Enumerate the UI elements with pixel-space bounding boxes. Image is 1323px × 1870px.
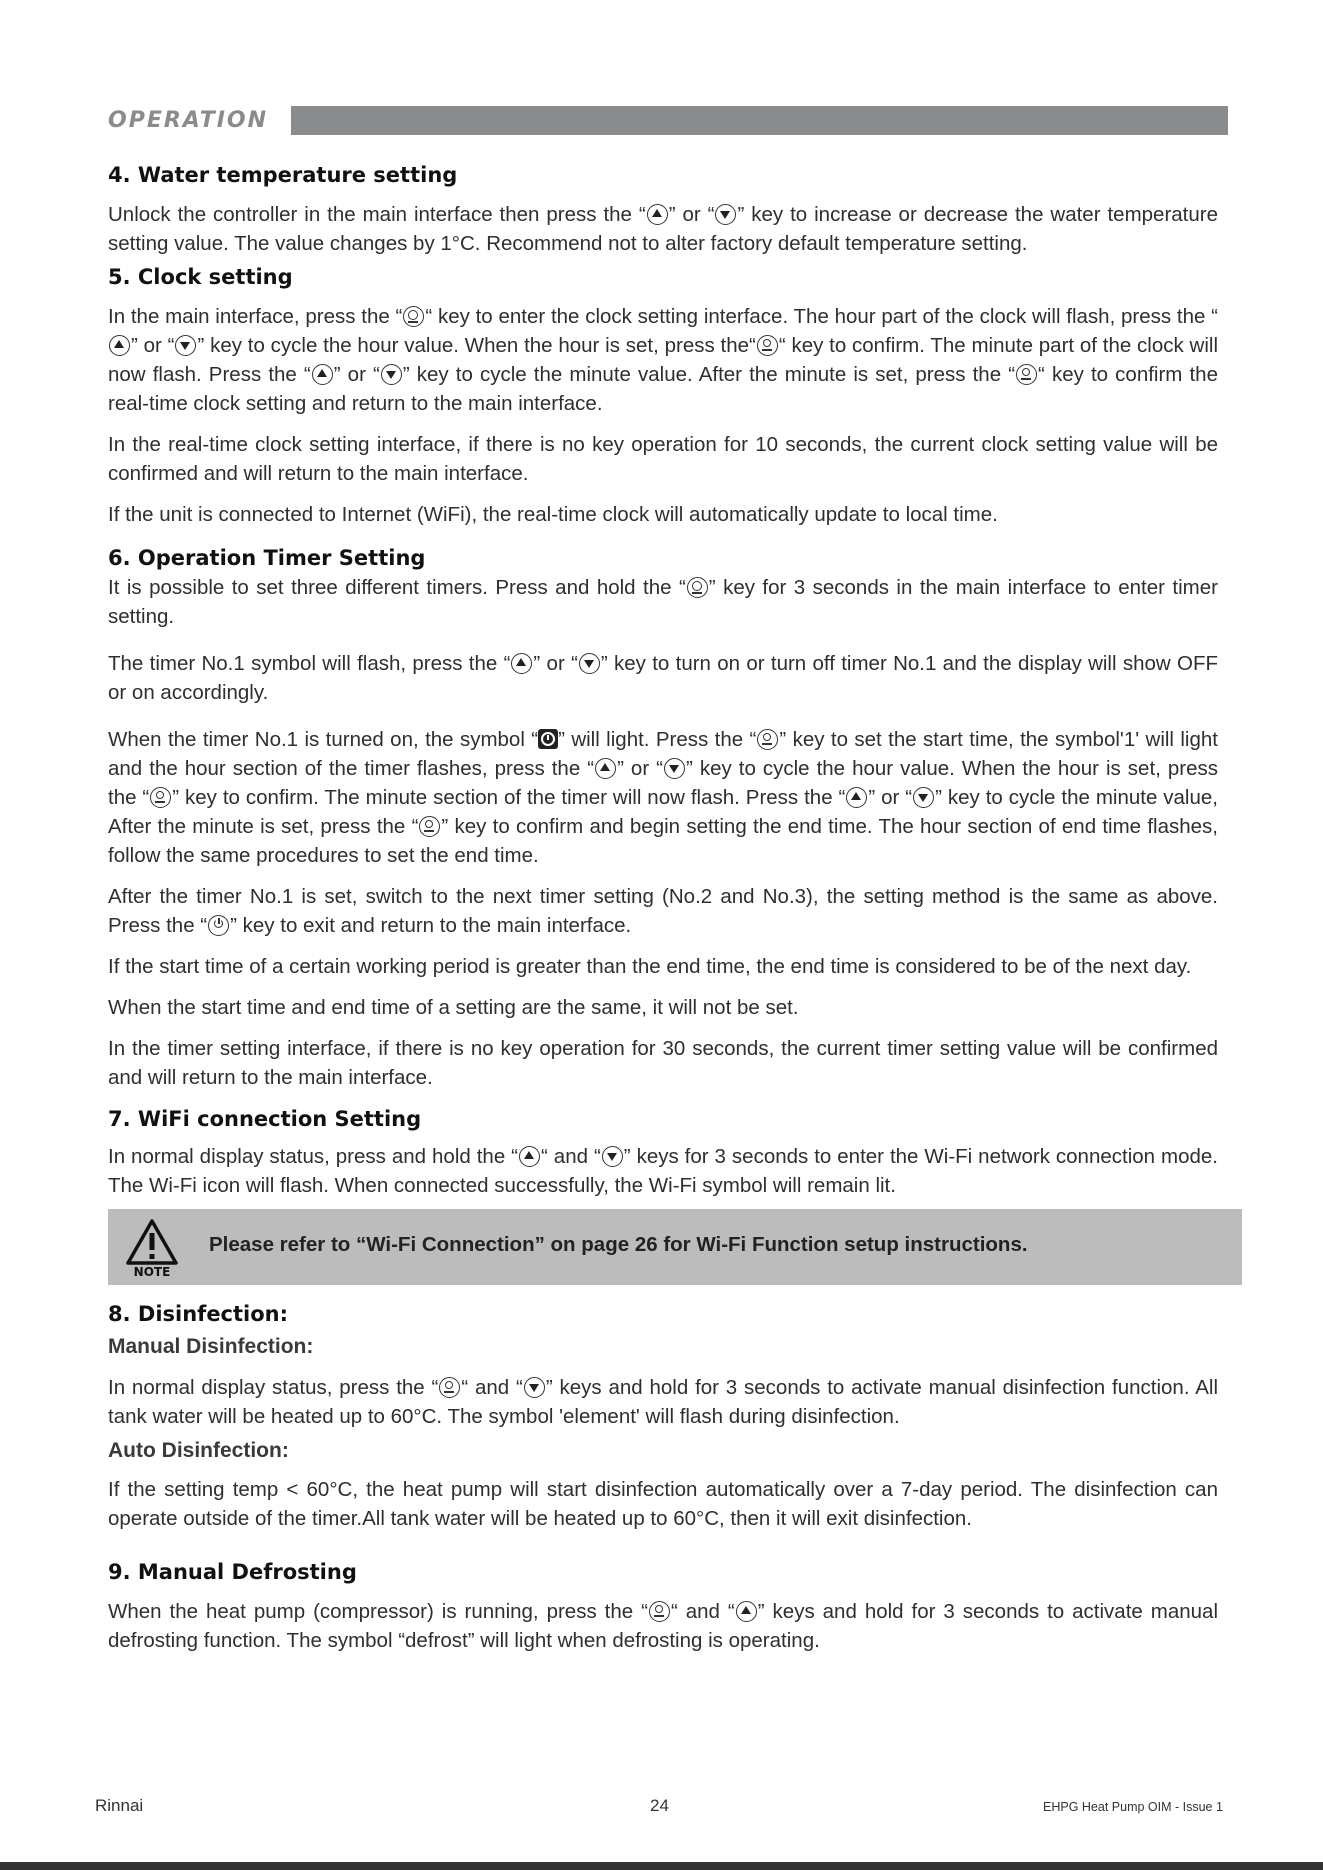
down-key-icon [381, 364, 402, 385]
up-key-icon [736, 1601, 757, 1622]
up-key-icon [312, 364, 333, 385]
set-key-icon [419, 816, 440, 837]
set-key-icon [757, 335, 778, 356]
timer-paragraph-7: In the timer setting interface, if there is no key operation for 30 seconds, the current timer setting value will be confirmed and will return to the main interface. [108, 1037, 1218, 1089]
note-text: Please refer to “Wi-Fi Connection” on page 26 for Wi-Fi Function setup instructions. [209, 1233, 1028, 1256]
heading-clock-setting: 5. Clock setting [108, 265, 293, 289]
timer-paragraph-3: When the timer No.1 is turned on, the symbol “ ” will light. Press the “ ” key to set the start time, the symbol'1' will light and the hour section of the timer flashes, press the “ ” or “ ” key to cycle the hour value. When the hour is set, press the “ ” key to confirm. The minute section of the timer will now flash. Press the “ ” or “ ” key to cycle the minute value, After the minute is set, press the “ ” key to confirm and begin setting the end time. The hour section of end time flashes, follow the same procedures to set the end time. [108, 728, 1218, 867]
clock-paragraph-3: If the unit is connected to Internet (WiFi), the real-time clock will automatically update to local time. [108, 503, 998, 526]
heading-manual-disinfection: Manual Disinfection: [108, 1335, 314, 1358]
header-title: OPERATION [108, 108, 269, 133]
heading-disinfection: 8. Disinfection: [108, 1302, 289, 1326]
down-key-icon [602, 1146, 623, 1167]
down-key-icon [579, 653, 600, 674]
up-key-icon [109, 335, 130, 356]
heading-operation-timer: 6. Operation Timer Setting [108, 546, 426, 570]
timer-paragraph-6: When the start time and end time of a setting are the same, it will not be set. [108, 996, 799, 1019]
timer-paragraph-5: If the start time of a certain working period is greater than the end time, the end time is considered to be of the next day. [108, 955, 1192, 978]
water-temp-paragraph: Unlock the controller in the main interface then press the “ ” or “ ” key to increase or decrease the water temperature setting value. The value changes by 1°C. Recommend not to alter factory default temperature setting. [108, 203, 1219, 255]
set-key-icon [757, 729, 778, 750]
footer-page-number: 24 [650, 1796, 669, 1815]
down-key-icon [715, 204, 736, 225]
timer-key-icon [403, 306, 424, 327]
heading-auto-disinfection: Auto Disinfection: [108, 1439, 289, 1462]
defrosting-paragraph: When the heat pump (compressor) is running, press the “ “ and “ ” keys and hold for 3 seconds to activate manual defrosting function. The symbol “defrost” will light when defrosting is operating. [108, 1600, 1218, 1652]
timer-paragraph-1: It is possible to set three different timers. Press and hold the “ ” key for 3 seconds in the main interface to enter timer setting. [108, 576, 1218, 628]
down-key-icon [175, 335, 196, 356]
footer-document-id: EHPG Heat Pump OIM - Issue 1 [1043, 1800, 1223, 1814]
bottom-edge [0, 1862, 1323, 1870]
note-label: NOTE [133, 1265, 171, 1279]
content [108, 160, 1218, 1655]
on-off-key-icon [208, 915, 229, 936]
down-key-icon [913, 787, 934, 808]
wifi-paragraph: In normal display status, press and hold the “ “ and “ ” keys for 3 seconds to enter the Wi-Fi network connection mode. The Wi-Fi icon will flash. When connected successfully, the Wi-Fi symbol will remain lit. [108, 1145, 1218, 1197]
timer-paragraph-4: After the timer No.1 is set, switch to the next timer setting (No.2 and No.3), the setting method is the same as above. Press the “ ” key to exit and return to the main interface. [108, 885, 1218, 937]
heading-wifi-connection: 7. WiFi connection Setting [108, 1107, 422, 1131]
note-box [108, 1209, 1242, 1285]
up-key-icon [647, 204, 668, 225]
set-key-icon [649, 1601, 670, 1622]
auto-disinfection-paragraph: If the setting temp < 60°C, the heat pump will start disinfection automatically over a 7-day period. The disinfection can operate outside of the timer.All tank water will be heated up to 60°C, then it will exit disinfection. [108, 1478, 1218, 1530]
down-key-icon [524, 1377, 545, 1398]
set-key-icon [439, 1377, 460, 1398]
up-key-icon [519, 1146, 540, 1167]
clock-paragraph-1: In the main interface, press the “ “ key to enter the clock setting interface. The hour part of the clock will flash, press the “” or “ ” key to cycle the hour value. When the hour is set, press the“ “ key to confirm. The minute part of the clock will now flash. Press the “ ” or “ ” key to cycle the minute value. After the minute is set, press the “ “ key to confirm the real-time clock setting and return to the main interface. [108, 305, 1219, 415]
up-key-icon [595, 758, 616, 779]
heading-manual-defrosting: 9. Manual Defrosting [108, 1560, 357, 1584]
footer-brand: Rinnai [95, 1796, 144, 1815]
header-bar [291, 106, 1228, 135]
set-key-icon [150, 787, 171, 808]
manual-disinfection-paragraph: In normal display status, press the “ “ and “ ” keys and hold for 3 seconds to activate manual disinfection function. All tank water will be heated up to 60°C. The symbol 'element' will flash during disinfection. [108, 1376, 1218, 1428]
section-header [108, 106, 1228, 136]
down-key-icon [664, 758, 685, 779]
timer-paragraph-2: The timer No.1 symbol will flash, press the “ ” or “ ” key to turn on or turn off timer No.1 and the display will show OFF or on accordingly. [108, 652, 1218, 704]
timer-symbol-icon [538, 729, 558, 749]
set-key-icon [1016, 364, 1037, 385]
up-key-icon [846, 787, 867, 808]
clock-paragraph-2: In the real-time clock setting interface, if there is no key operation for 10 seconds, the current clock setting value will be confirmed and will return to the main interface. [108, 433, 1218, 485]
up-key-icon [511, 653, 532, 674]
timer-key-icon [687, 577, 708, 598]
heading-water-temperature: 4. Water temperature setting [108, 163, 458, 187]
